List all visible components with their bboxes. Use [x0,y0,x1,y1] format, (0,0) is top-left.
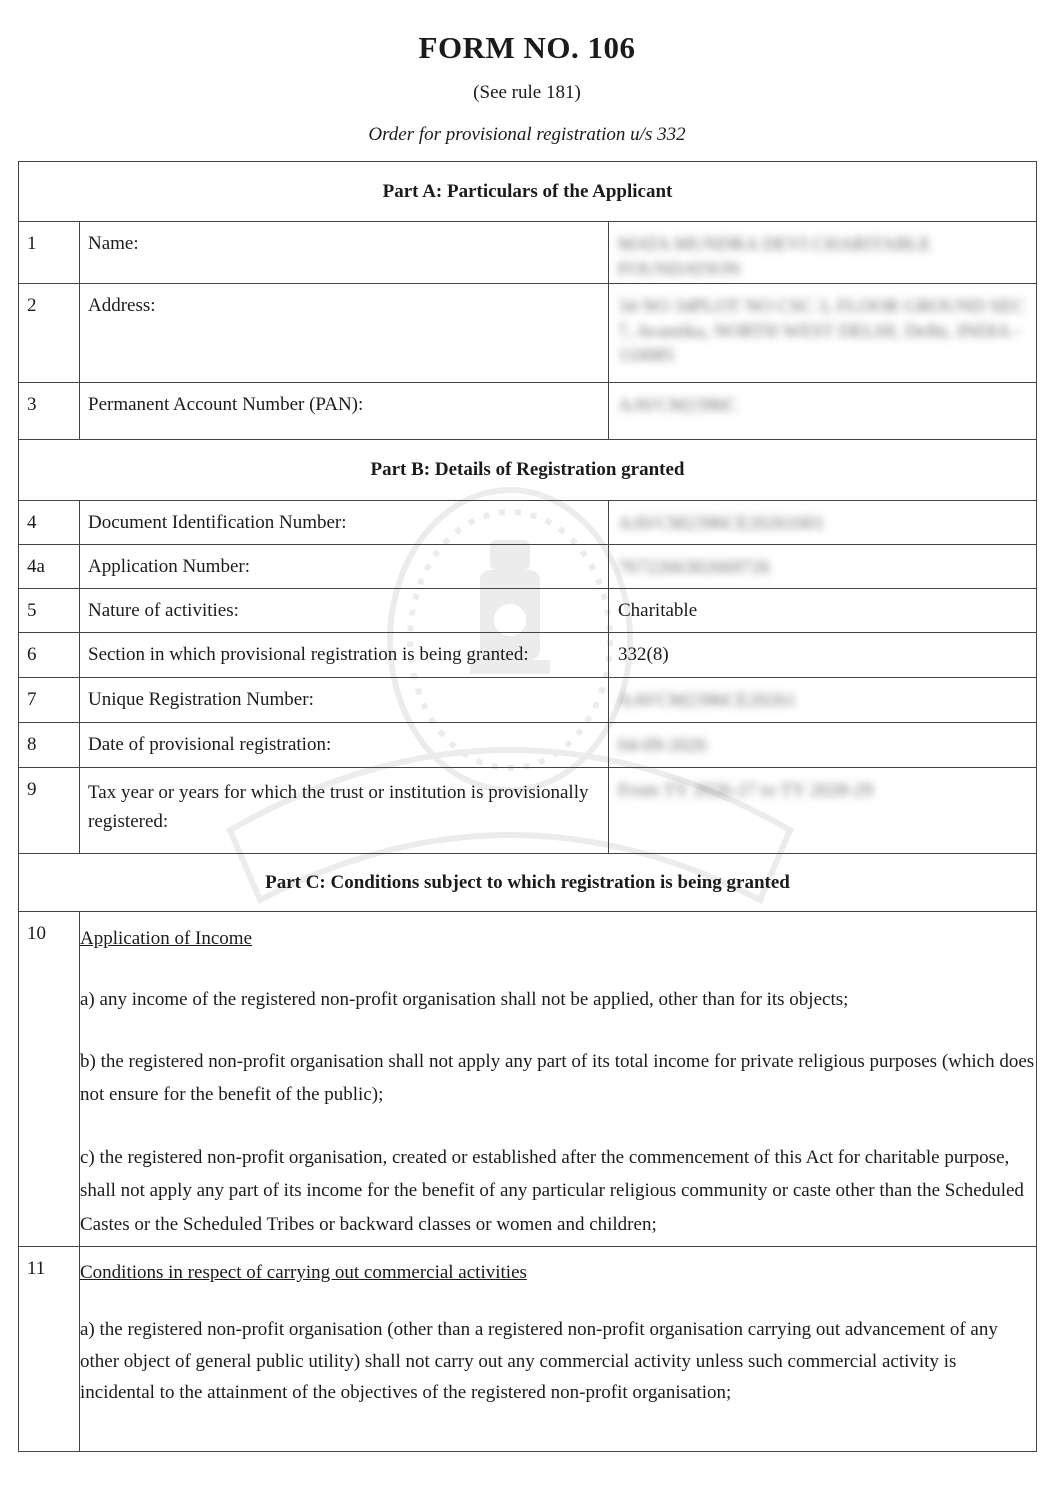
din-redacted: AAVCM2396CE20261001 [618,513,825,534]
table-row [19,633,1037,678]
row-number: 10 [19,912,80,1247]
field-value-nature-of-activities: Charitable [609,589,1037,633]
table-row [19,723,1037,768]
field-value-din [609,501,1037,545]
table-row [19,284,1037,383]
part-c-heading: Part C: Conditions subject to which registration is being granted [19,854,1037,912]
condition-title: Application of Income [80,928,253,949]
field-value-application-number [609,545,1037,589]
field-label-nature-of-activities: Nature of activities: [80,589,609,633]
table-row [19,383,1037,440]
table-row [19,545,1037,589]
table-row [19,768,1037,854]
row-number: 4 [19,501,80,545]
pan-redacted: AAVCM2396C [618,395,737,416]
date-redacted: 04-09-2026 [618,735,707,756]
field-label-section: Section in which provisional registration is being granted: [80,633,609,678]
condition-application-of-income [80,912,1037,1247]
row-number: 6 [19,633,80,678]
row-number: 7 [19,678,80,723]
condition-paragraph: b) the registered non-profit organisation shall not apply any part of its total income for private religious purposes (which does not ensure for the benefit of the public); [80,1050,1035,1105]
registration-order-table [18,161,1037,1452]
row-number: 11 [19,1247,80,1452]
field-label-tax-years: Tax year or years for which the trust or institution is provisionally registered: [80,768,609,854]
row-number: 4a [19,545,80,589]
field-value-section: 332(8) [609,633,1037,678]
field-value-date [609,723,1037,768]
urn-redacted: AAVCM2396CE20261 [618,690,797,711]
applicant-address-redacted: 34 NO 34PLOT NO CSC 3, FLOOR GROUND SEC 7, Avantika, NORTH WEST DELHI, Delhi, INDIA - 110085 [618,296,1025,367]
field-value-tax-years [609,768,1037,854]
condition-paragraph: c) the registered non-profit organisation, created or established after the commencement of this Act for charitable purpose, shall not apply any part of its income for the benefit of any particular religious community or caste other than the Scheduled Castes or the Scheduled Tribes or backward classes or women and children; [80,1147,1024,1235]
part-a-heading: Part A: Particulars of the Applicant [19,162,1037,222]
field-value-urn [609,678,1037,723]
field-label-din: Document Identification Number: [80,501,609,545]
condition-paragraph: a) any income of the registered non-profit organisation shall not be applied, other than for its objects; [80,989,849,1011]
row-number: 8 [19,723,80,768]
applicant-name-redacted: MATA MUNDRA DEVI CHARITABLE FOUNDATION [618,234,932,280]
form-rule-reference: (See rule 181) [473,82,581,103]
table-row [19,222,1037,284]
form-caption: Order for provisional registration u/s 332 [368,124,686,145]
table-row [19,501,1037,545]
field-label-pan: Permanent Account Number (PAN): [80,383,609,440]
row-number: 2 [19,284,80,383]
field-label-urn: Unique Registration Number: [80,678,609,723]
part-a-header-row [19,162,1037,222]
part-b-heading: Part B: Details of Registration granted [19,440,1037,501]
row-number: 5 [19,589,80,633]
condition-title: Conditions in respect of carrying out commercial activities [80,1262,527,1283]
table-row [19,1247,1037,1452]
part-b-header-row [19,440,1037,501]
field-label-application-number: Application Number: [80,545,609,589]
form-title: FORM NO. 106 [418,30,636,65]
table-row [19,589,1037,633]
application-number-redacted: 7672266302669726 [618,557,770,578]
field-value-address [609,284,1037,383]
field-label-address: Address: [80,284,609,383]
field-label-date: Date of provisional registration: [80,723,609,768]
condition-commercial-activities [80,1247,1037,1452]
field-label-name: Name: [80,222,609,284]
field-value-name [609,222,1037,284]
row-number: 1 [19,222,80,284]
condition-paragraph: a) the registered non-profit organisation (other than a registered non-profit organisation carrying out advancement of any other object of general public utility) shall not carry out any commercial activity unless such commercial activity is incidental to the attainment of the objectives of the registered non-profit organisation; [80,1319,998,1404]
row-number: 9 [19,768,80,854]
table-row [19,912,1037,1247]
tax-years-redacted: From TY 2026-27 to TY 2028-29 [618,780,873,801]
table-row [19,678,1037,723]
part-c-header-row [19,854,1037,912]
field-value-pan [609,383,1037,440]
row-number: 3 [19,383,80,440]
